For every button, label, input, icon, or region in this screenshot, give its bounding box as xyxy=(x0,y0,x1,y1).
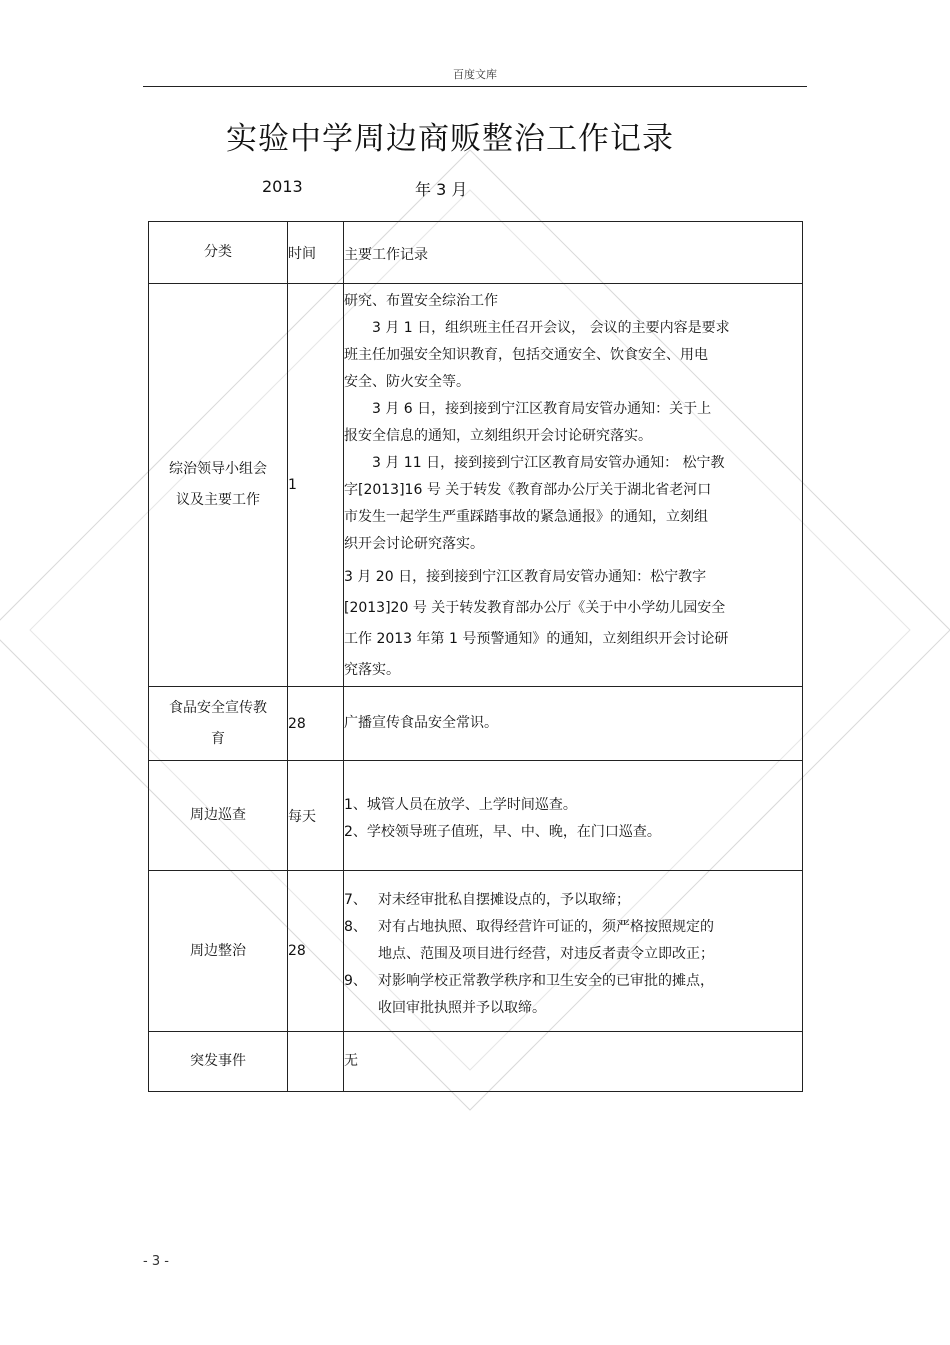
row-record: 无 xyxy=(344,1032,803,1092)
header-category: 分类 xyxy=(149,222,288,284)
header-record: 主要工作记录 xyxy=(344,222,803,284)
list-item: 7、 对未经审批私自摆摊设点的，予以取缔； xyxy=(344,891,630,908)
row-record: 1、城管人员在放学、上学时间巡查。 2、学校领导班子值班，早、中、晚，在门口巡查。 xyxy=(344,761,803,871)
table-row xyxy=(149,761,803,871)
row-record: 广播宣传食品安全常识。 xyxy=(344,687,803,761)
record-paragraph: 3 月 1 日，组织班主任召开会议， 会议的主要内容是要求 班主任加强安全知识教育，包括交通安全、饮食安全、用电 安全、防火安全等。 xyxy=(344,320,730,390)
date-year: 2013 xyxy=(262,177,303,196)
record-paragraph: 3 月 11 日，接到接到宁江区教育局安管办通知： 松宁教 字[2013]16 号 关于转发《教育部办公厅关于湖北省老河口 市发生一起学生严重踩踏事故的紧急通报》的通知，立刻组 织开会讨论研究落实。 xyxy=(344,455,725,552)
work-record-table xyxy=(148,221,803,1092)
row-category: 食品安全宣传教 育 xyxy=(149,687,288,761)
document-title: 实验中学周边商贩整治工作记录 xyxy=(226,121,674,157)
page-header: 百度文库 xyxy=(453,68,497,81)
row-time: 28 xyxy=(288,871,344,1032)
list-item: 8、 对有占地执照、取得经营许可证的，须严格按照规定的 xyxy=(344,918,714,935)
row-category: 综治领导小组会 议及主要工作 xyxy=(149,284,288,687)
record-paragraph: 3 月 6 日，接到接到宁江区教育局安管办通知：关于上 报安全信息的通知，立刻组织开会讨论研究落实。 xyxy=(344,401,712,444)
row-time xyxy=(288,1032,344,1092)
page-number: - 3 - xyxy=(143,1254,169,1269)
record-paragraph: 3 月 20 日，接到接到宁江区教育局安管办通知：松宁教字 [2013]20 号 关于转发教育部办公厅《关于中小学幼儿园安全 工作 2013 年第 1 号预警通知》的通知，立刻组织开会讨论研 究落实。 xyxy=(344,569,729,678)
table-row xyxy=(149,687,803,761)
row-time: 每天 xyxy=(288,761,344,871)
list-item: 9、 对影响学校正常教学秩序和卫生安全的已审批的摊点， xyxy=(344,972,714,989)
row-category: 突发事件 xyxy=(149,1032,288,1092)
table-header-row xyxy=(149,222,803,284)
row-category: 周边整治 xyxy=(149,871,288,1032)
table-row xyxy=(149,1032,803,1092)
row-record xyxy=(344,284,803,687)
date-month: 年 3 月 xyxy=(415,180,468,199)
row-time: 1 xyxy=(288,284,344,687)
header-rule xyxy=(143,86,807,87)
row-category: 周边巡查 xyxy=(149,761,288,871)
record-heading: 研究、布置安全综治工作 xyxy=(344,293,498,309)
header-time: 时间 xyxy=(288,222,344,284)
table-row xyxy=(149,284,803,687)
table-row xyxy=(149,871,803,1032)
row-time: 28 xyxy=(288,687,344,761)
row-record: 7、 对未经审批私自摆摊设点的，予以取缔； 8、 对有占地执照、取得经营许可证的，须严格按照规定的 地点、范围及项目进行经营，对违反者责令立即改正； 9、 对影响学校正常教学秩序和卫生安全的已审批的摊点， 收回审批执照并予以取缔。 xyxy=(344,871,803,1032)
